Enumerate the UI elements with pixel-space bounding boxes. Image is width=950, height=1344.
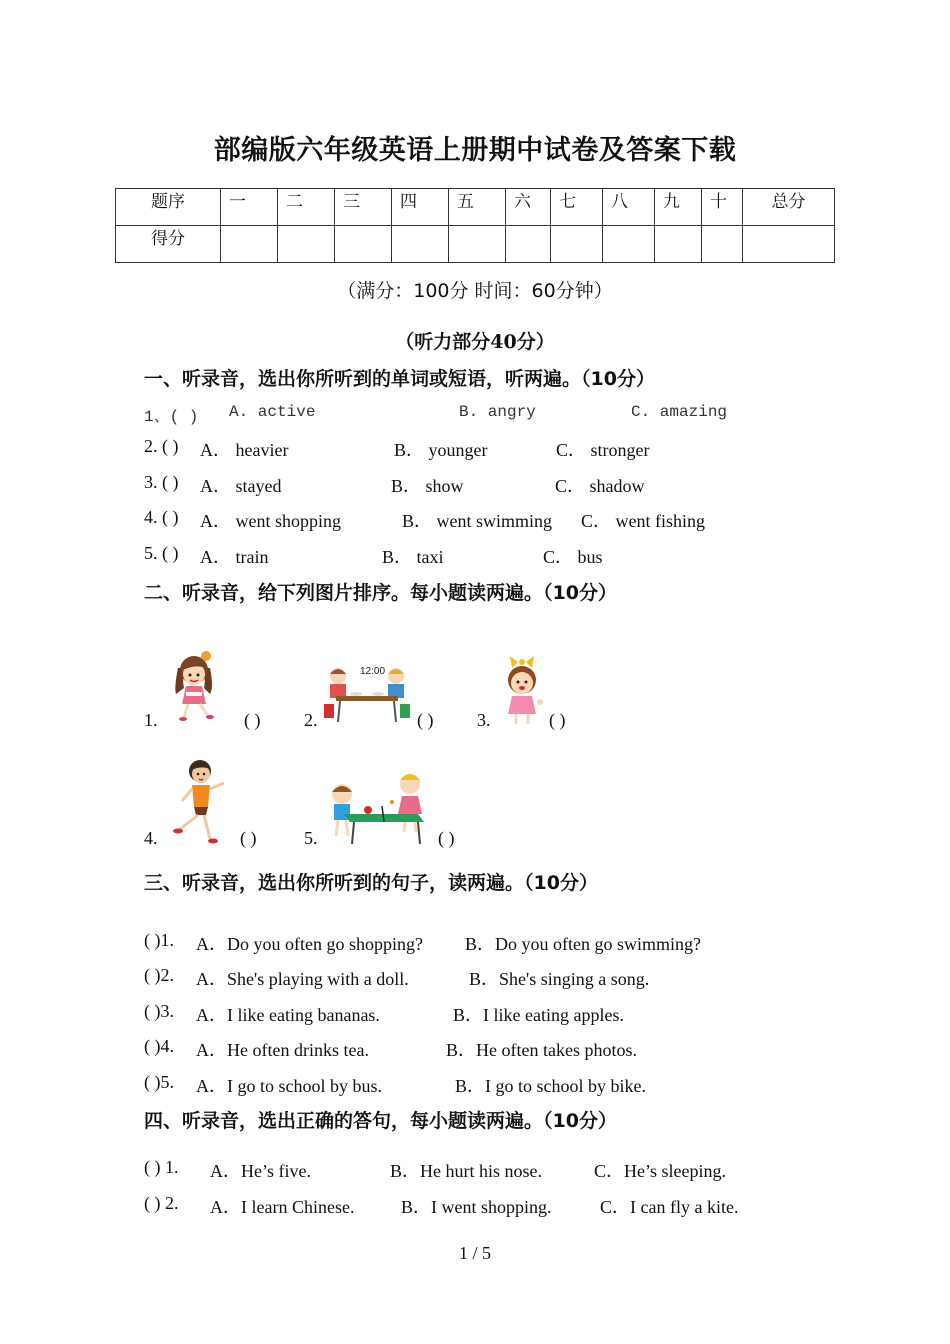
score-cell[interactable] bbox=[392, 226, 449, 263]
option-c: C． shadow bbox=[555, 476, 645, 496]
page-title: 部编版六年级英语上册期中试卷及答案下载 bbox=[213, 135, 737, 166]
score-cell[interactable] bbox=[449, 226, 506, 263]
table-cell: 得分 bbox=[116, 226, 221, 263]
option-b: B．She's singing a song. bbox=[469, 969, 650, 989]
option-b: B． taxi bbox=[382, 547, 444, 567]
option-a: A． train bbox=[200, 547, 269, 567]
option-c: C． stronger bbox=[556, 440, 650, 460]
answer-blank[interactable]: ( ) bbox=[244, 710, 261, 730]
score-table-header-row bbox=[116, 189, 835, 226]
question-number: ( )1. bbox=[144, 930, 174, 950]
option-a: A．I go to school by bus. bbox=[196, 1076, 382, 1096]
score-cell[interactable] bbox=[221, 226, 278, 263]
score-cell[interactable] bbox=[335, 226, 392, 263]
answer-blank[interactable]: ( ) bbox=[240, 828, 257, 848]
page-number: 1 / 5 bbox=[458, 1243, 491, 1263]
question-number: ( )5. bbox=[144, 1072, 174, 1092]
table-cell: 九 bbox=[655, 189, 702, 226]
option-b: B．I went shopping. bbox=[401, 1197, 552, 1217]
option-a: A．I learn Chinese. bbox=[210, 1197, 355, 1217]
option-a: A. active bbox=[229, 403, 316, 421]
table-cell: 七 bbox=[551, 189, 603, 226]
answer-blank[interactable]: ( ) bbox=[417, 710, 434, 730]
question-number: 2. ( ) bbox=[144, 436, 179, 456]
option-c: C． went fishing bbox=[581, 511, 705, 531]
score-cell[interactable] bbox=[551, 226, 603, 263]
score-cell[interactable] bbox=[655, 226, 702, 263]
girl-walking-picture bbox=[166, 648, 222, 724]
option-a: A．He’s five. bbox=[210, 1161, 311, 1181]
option-a: A． heavier bbox=[200, 440, 289, 460]
option-a: A．Do you often go shopping? bbox=[196, 934, 423, 954]
score-cell[interactable] bbox=[743, 226, 835, 263]
table-cell: 五 bbox=[449, 189, 506, 226]
option-b: B．I like eating apples. bbox=[453, 1005, 624, 1025]
question-number: ( )4. bbox=[144, 1036, 174, 1056]
option-b: B．He often takes photos. bbox=[446, 1040, 637, 1060]
option-a: A．She's playing with a doll. bbox=[196, 969, 409, 989]
table-cell: 四 bbox=[392, 189, 449, 226]
question-number: 3. ( ) bbox=[144, 472, 179, 492]
picture-number: 1. bbox=[144, 710, 158, 730]
girl-with-bow-picture bbox=[500, 656, 546, 726]
option-b: B． went swimming bbox=[402, 511, 553, 531]
kids-playing-ping-pong-picture bbox=[324, 766, 434, 846]
question-number: 4. ( ) bbox=[144, 507, 179, 527]
option-b: B．Do you often go swimming? bbox=[465, 934, 701, 954]
score-cell[interactable] bbox=[603, 226, 655, 263]
option-b: B．I go to school by bike. bbox=[455, 1076, 646, 1096]
question-number: ( ) 2. bbox=[144, 1193, 179, 1213]
answer-blank[interactable]: ( ) bbox=[438, 828, 455, 848]
option-b: B．He hurt his nose. bbox=[390, 1161, 542, 1181]
option-b: B. angry bbox=[459, 403, 536, 421]
option-b: B． show bbox=[391, 476, 464, 496]
table-cell: 八 bbox=[603, 189, 655, 226]
option-a: A． stayed bbox=[200, 476, 282, 496]
table-cell: 一 bbox=[221, 189, 278, 226]
option-a: A．I like eating bananas. bbox=[196, 1005, 380, 1025]
table-cell: 三 bbox=[335, 189, 392, 226]
question-number: ( ) 1. bbox=[144, 1157, 179, 1177]
option-c: C．He’s sleeping. bbox=[594, 1161, 726, 1181]
option-c: C．I can fly a kite. bbox=[600, 1197, 739, 1217]
score-cell[interactable] bbox=[702, 226, 743, 263]
table-cell: 六 bbox=[506, 189, 551, 226]
option-a: A．He often drinks tea. bbox=[196, 1040, 369, 1060]
section-4-heading: 四、听录音，选出正确的答句，每小题读两遍。（10分） bbox=[144, 1110, 617, 1132]
section-3-heading: 三、听录音，选出你所听到的句子，读两遍。（10分） bbox=[144, 872, 598, 894]
question-number: ( )2. bbox=[144, 965, 174, 985]
question-number: 1、( ) bbox=[144, 408, 199, 426]
clock-label: 12:00 bbox=[360, 666, 386, 677]
listening-title: （听力部分40分） bbox=[395, 331, 555, 353]
picture-number: 5. bbox=[304, 828, 318, 848]
option-c: C. amazing bbox=[631, 403, 728, 421]
table-cell: 十 bbox=[702, 189, 743, 226]
picture-number: 3. bbox=[477, 710, 491, 730]
kids-eating-lunch-picture bbox=[322, 660, 412, 726]
option-b: B． younger bbox=[394, 440, 488, 460]
picture-number: 2. bbox=[304, 710, 318, 730]
answer-blank[interactable]: ( ) bbox=[549, 710, 566, 730]
question-number: ( )3. bbox=[144, 1001, 174, 1021]
section-1-heading: 一、听录音，选出你所听到的单词或短语，听两遍。（10分） bbox=[144, 368, 655, 390]
section-2-heading: 二、听录音，给下列图片排序。每小题读两遍。（10分） bbox=[144, 582, 617, 604]
score-table bbox=[115, 188, 835, 263]
score-cell[interactable] bbox=[278, 226, 335, 263]
option-c: C． bus bbox=[543, 547, 603, 567]
score-cell[interactable] bbox=[506, 226, 551, 263]
question-number: 5. ( ) bbox=[144, 543, 179, 563]
score-table-score-row bbox=[116, 226, 835, 263]
picture-number: 4. bbox=[144, 828, 158, 848]
table-cell: 题序 bbox=[116, 189, 221, 226]
table-cell: 二 bbox=[278, 189, 335, 226]
option-a: A． went shopping bbox=[200, 511, 341, 531]
table-cell: 总分 bbox=[743, 189, 835, 226]
exam-info: （满分：100分 时间：60分钟） bbox=[337, 280, 613, 302]
girl-running-picture bbox=[170, 757, 230, 845]
